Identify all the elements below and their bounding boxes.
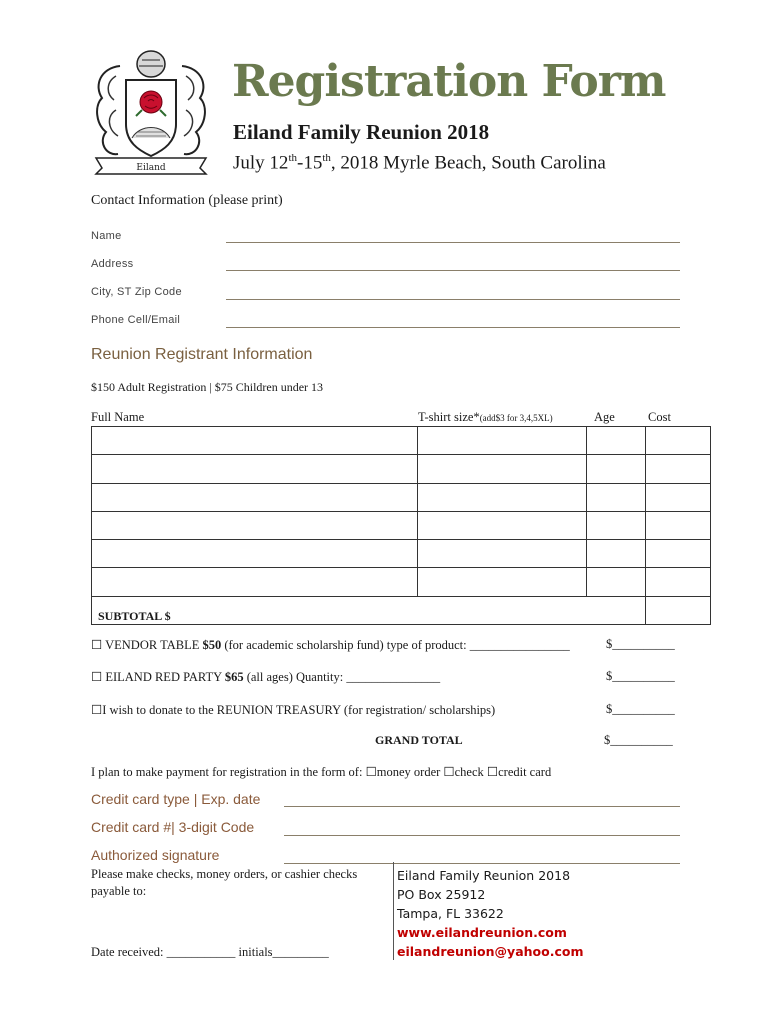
full-name-cell[interactable] — [92, 483, 418, 511]
cc-type-field[interactable] — [284, 806, 680, 807]
full-name-cell[interactable] — [92, 568, 418, 596]
subtotal-row — [92, 596, 711, 624]
cost-cell[interactable] — [646, 427, 711, 455]
age-cell[interactable] — [587, 483, 646, 511]
table-row — [92, 455, 711, 483]
cc-type-label: Credit card type | Exp. date — [91, 791, 261, 807]
subtotal-cell[interactable] — [646, 596, 711, 624]
table-row — [92, 511, 711, 539]
cost-cell[interactable] — [646, 455, 711, 483]
cc-number-label: Credit card #| 3-digit Code — [91, 819, 255, 835]
pricing-text: $150 Adult Registration | $75 Children under 13 — [91, 380, 324, 394]
phone-email-field[interactable] — [226, 327, 680, 328]
tshirt-cell[interactable] — [418, 427, 587, 455]
payable-instructions: Please make checks, money orders, or cashier checks payable to: — [91, 867, 358, 898]
age-cell[interactable] — [587, 540, 646, 568]
tshirt-cell[interactable] — [418, 455, 587, 483]
email-link[interactable]: eilandreunion@yahoo.com — [397, 944, 584, 959]
age-cell[interactable] — [587, 568, 646, 596]
website-link[interactable]: www.eilandreunion.com — [397, 925, 567, 940]
event-dateline: July 12th-15th, 2018 Myrle Beach, South Carolina — [233, 152, 606, 174]
table-row — [92, 568, 711, 596]
event-subtitle: Eiland Family Reunion 2018 — [233, 120, 490, 144]
cost-cell[interactable] — [646, 511, 711, 539]
table-row — [92, 483, 711, 511]
address-divider — [393, 862, 394, 960]
date-received-line[interactable]: Date received: ___________ initials_________ — [91, 945, 329, 959]
signature-label: Authorized signature — [91, 847, 220, 863]
red-party-amount[interactable]: $__________ — [606, 669, 675, 683]
vendor-amount[interactable]: $__________ — [606, 637, 675, 651]
donation-option[interactable]: ☐I wish to donate to the REUNION TREASURY (for registration/ scholarships) — [91, 703, 496, 717]
crest-banner-text: Eiland — [136, 163, 166, 173]
family-crest-logo — [90, 46, 212, 178]
tshirt-surcharge-note: (add$3 for 3,4,5XL) — [479, 413, 553, 423]
donation-amount[interactable]: $__________ — [606, 702, 675, 716]
subtotal-label: SUBTOTAL $ — [92, 596, 646, 624]
payment-method-line[interactable]: I plan to make payment for registration in the form of: ☐money order ☐check ☐credit card — [91, 765, 552, 779]
address-field[interactable] — [226, 270, 680, 271]
address-line: Eiland Family Reunion 2018 — [397, 868, 571, 883]
tshirt-cell[interactable] — [418, 511, 587, 539]
city-zip-label: City, ST Zip Code — [91, 286, 182, 298]
age-cell[interactable] — [587, 455, 646, 483]
grand-total-label: GRAND TOTAL — [375, 733, 463, 747]
mailing-address — [397, 866, 583, 961]
tshirt-cell[interactable] — [418, 568, 587, 596]
age-cell[interactable] — [587, 511, 646, 539]
tshirt-column-header: T-shirt size*(add$3 for 3,4,5XL) — [418, 410, 553, 424]
tshirt-cell[interactable] — [418, 483, 587, 511]
city-zip-field[interactable] — [226, 299, 680, 300]
address-label: Address — [91, 258, 134, 270]
cc-number-field[interactable] — [284, 835, 680, 836]
phone-email-label: Phone Cell/Email — [91, 314, 181, 326]
registrant-heading: Reunion Registrant Information — [91, 346, 313, 363]
full-name-cell[interactable] — [92, 455, 418, 483]
registrant-table — [91, 426, 711, 625]
age-cell[interactable] — [587, 427, 646, 455]
full-name-cell[interactable] — [92, 540, 418, 568]
table-row — [92, 427, 711, 455]
full-name-cell[interactable] — [92, 427, 418, 455]
cost-column-header: Cost — [648, 410, 671, 424]
cost-cell[interactable] — [646, 483, 711, 511]
cost-cell[interactable] — [646, 540, 711, 568]
address-line: PO Box 25912 — [397, 887, 486, 902]
page-title: Registration Form — [232, 56, 666, 107]
full-name-cell[interactable] — [92, 511, 418, 539]
signature-field[interactable] — [284, 863, 680, 864]
grand-total-amount[interactable]: $__________ — [604, 733, 673, 747]
name-field[interactable] — [226, 242, 680, 243]
table-row — [92, 540, 711, 568]
cost-cell[interactable] — [646, 568, 711, 596]
vendor-table-option[interactable]: ☐ VENDOR TABLE $50 (for academic scholarship fund) type of product: ________________ — [91, 638, 570, 652]
age-column-header: Age — [594, 410, 615, 424]
full-name-column-header: Full Name — [91, 410, 145, 424]
address-line: Tampa, FL 33622 — [397, 906, 504, 921]
name-label: Name — [91, 230, 122, 242]
tshirt-cell[interactable] — [418, 540, 587, 568]
contact-heading: Contact Information (please print) — [91, 193, 283, 208]
red-party-option[interactable]: ☐ EILAND RED PARTY $65 (all ages) Quantity: _______________ — [91, 670, 441, 684]
